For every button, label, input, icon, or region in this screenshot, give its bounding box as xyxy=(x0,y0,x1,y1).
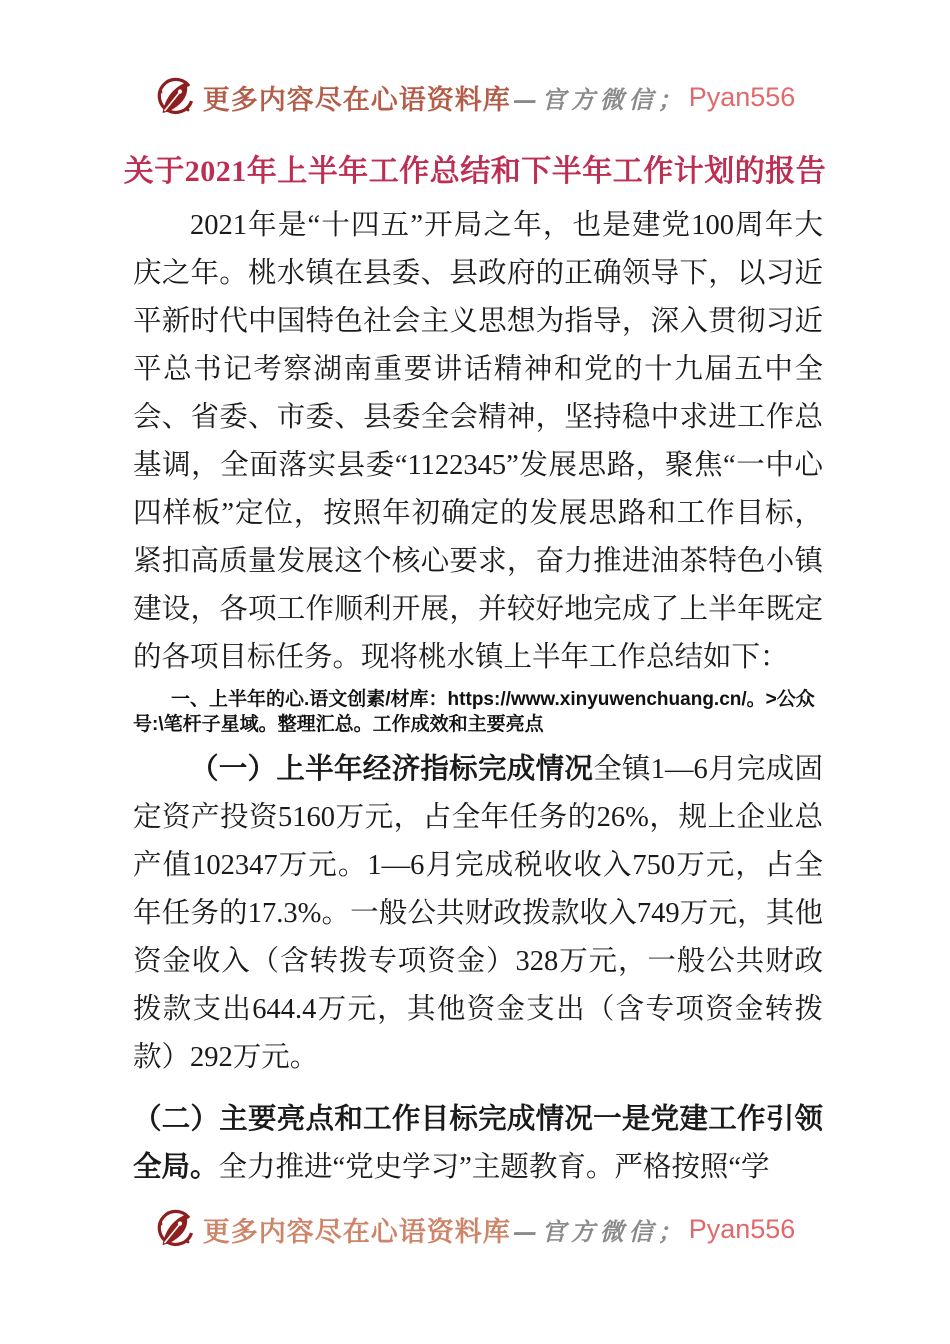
document-title: 关于2021年上半年工作总结和下半年工作计划的报告 xyxy=(123,155,827,188)
section-1-text: 全镇1—6月完成固定资产投资5160万元，占全年任务的26%，规上企业总产值102347万元。1—6月完成税收收入750万元，占全年任务的17.3%。一般公共财政拨款收入749万元，其他资金收入（含转拨专项资金）328万元，一般公共财政拨款支出644.4万元，其他资金支出（含专项资金转拨款）292万元。 xyxy=(133,754,823,1073)
pen-nib-logo-icon xyxy=(155,1206,195,1252)
watermark-wechat-label: —官方微信； xyxy=(512,84,687,114)
watermark-wechat-id: Pyan556 xyxy=(688,81,796,112)
section-1-heading: （一）上半年经济指标完成情况 xyxy=(190,754,594,785)
watermark-brand-text: 更多内容尽在心语资料库 xyxy=(202,84,511,115)
section-1-paragraph xyxy=(133,746,823,1082)
section-note-line: 一、上半年的心.语文创素/材库：https://www.xinyuwenchuang.cn/。>公众号:\笔杆子星域。整理汇总。工作成效和主要亮点 xyxy=(133,689,815,735)
section-2-heading: （二）主要亮点和工作目标完成情况一是党建工作引领全局。 xyxy=(133,1104,823,1183)
footer-watermark xyxy=(0,1206,950,1252)
watermark-wechat-id: Pyan556 xyxy=(688,1213,796,1244)
watermark-wechat-label: —官方微信； xyxy=(512,1216,687,1246)
intro-paragraph: 2021年是“十四五”开局之年，也是建党100周年大庆之年。桃水镇在县委、县政府的正确领导下，以习近平新时代中国特色社会主义思想为指导，深入贯彻习近平总书记考察湖南重要讲话精神和党的十九届五中全会、省委、市委、县委全会精神，坚持稳中求进工作总基调，全面落实县委“1122345”发展思路，聚焦“一中心四样板”定位，按照年初确定的发展思路和工作目标，紧扣高质量发展这个核心要求，奋力推进油茶特色小镇建设，各项工作顺利开展，并较好地完成了上半年既定的各项目标任务。现将桃水镇上半年工作总结如下： xyxy=(133,210,823,673)
section-2-paragraph xyxy=(133,1096,823,1192)
watermark-brand-text: 更多内容尽在心语资料库 xyxy=(202,1216,511,1247)
document-body xyxy=(0,202,950,1192)
header-watermark xyxy=(0,74,950,120)
pen-nib-logo-icon xyxy=(155,74,195,120)
section-2-text: 全力推进“党史学习”主题教育。严格按照“学 xyxy=(218,1152,770,1183)
